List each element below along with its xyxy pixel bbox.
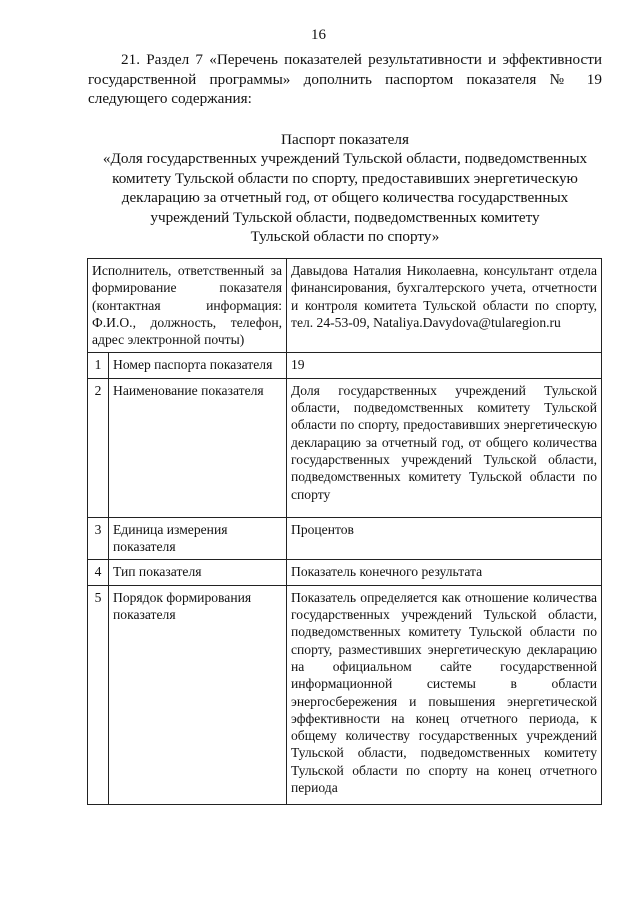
row-number: 4 [88,560,109,585]
title-line: декларацию за отчетный год, от общего количества государственных [121,189,569,207]
contact-label: Исполнитель, ответственный за формирование показателя (контактная информация: Ф.И.О., должность, телефон, адрес электронной почты) [88,259,287,353]
row-label: Тип показателя [109,560,287,585]
row-number: 5 [88,585,109,805]
row-value: Процентов [287,517,602,560]
row-value: Показатель конечного результата [287,560,602,585]
intro-paragraph: 21. Раздел 7 «Перечень показателей результативности и эффективности государственной программы» дополнить паспортом показателя № 19 следующего содержания: [88,51,602,107]
table-row [88,585,602,805]
row-label: Номер паспорта показателя [109,353,287,378]
row-value: Доля государственных учреждений Тульской области, подведомственных комитету Тульской области по спорту, предоставивших энергетическую декларацию за отчетный год, от общего количества государственных учреждений Тульской области, подведомственных комитету Тульской области по спорту [287,378,602,517]
row-label: Наименование показателя [109,378,287,517]
table-row [88,378,602,517]
row-number: 2 [88,378,109,517]
passport-table [87,258,602,805]
table-row [88,353,602,378]
row-number: 3 [88,517,109,560]
row-label: Порядок формирования показателя [109,585,287,805]
passport-title [88,130,602,246]
table-row [88,517,602,560]
contact-value: Давыдова Наталия Николаевна, консультант отдела финансирования, бухгалтерского учета, отчетности и контроля комитета Тульской области по спорту, тел. 24-53-09, Nataliya.Davydova@tularegion.ru [287,259,602,353]
title-heading: Паспорт показателя [281,131,409,148]
title-line: «Доля государственных учреждений Тульской области, подведомственных [102,150,588,168]
page-number: 16 [311,27,326,43]
row-number: 1 [88,353,109,378]
title-line: комитету Тульской области по спорту, предоставивших энергетическую [112,169,578,187]
table-row [88,560,602,585]
title-line: учреждений Тульской области, подведомственных комитету [150,208,540,226]
title-line: Тульской области по спорту» [250,228,440,246]
table-row [88,259,602,353]
row-value: Показатель определяется как отношение количества государственных учреждений Тульской области, подведомственных комитету Тульской области по спорту, разместивших энергетическую декларацию на официальном сайте государственной информационной системы в области энергосбережения и повышения энергетической эффективности на конец отчетного периода, к общему количеству государственных учреждений Тульской области, подведомственных комитету Тульской области по спорту на конец отчетного периода [287,585,602,805]
row-value: 19 [287,353,602,378]
row-label: Единица измерения показателя [109,517,287,560]
